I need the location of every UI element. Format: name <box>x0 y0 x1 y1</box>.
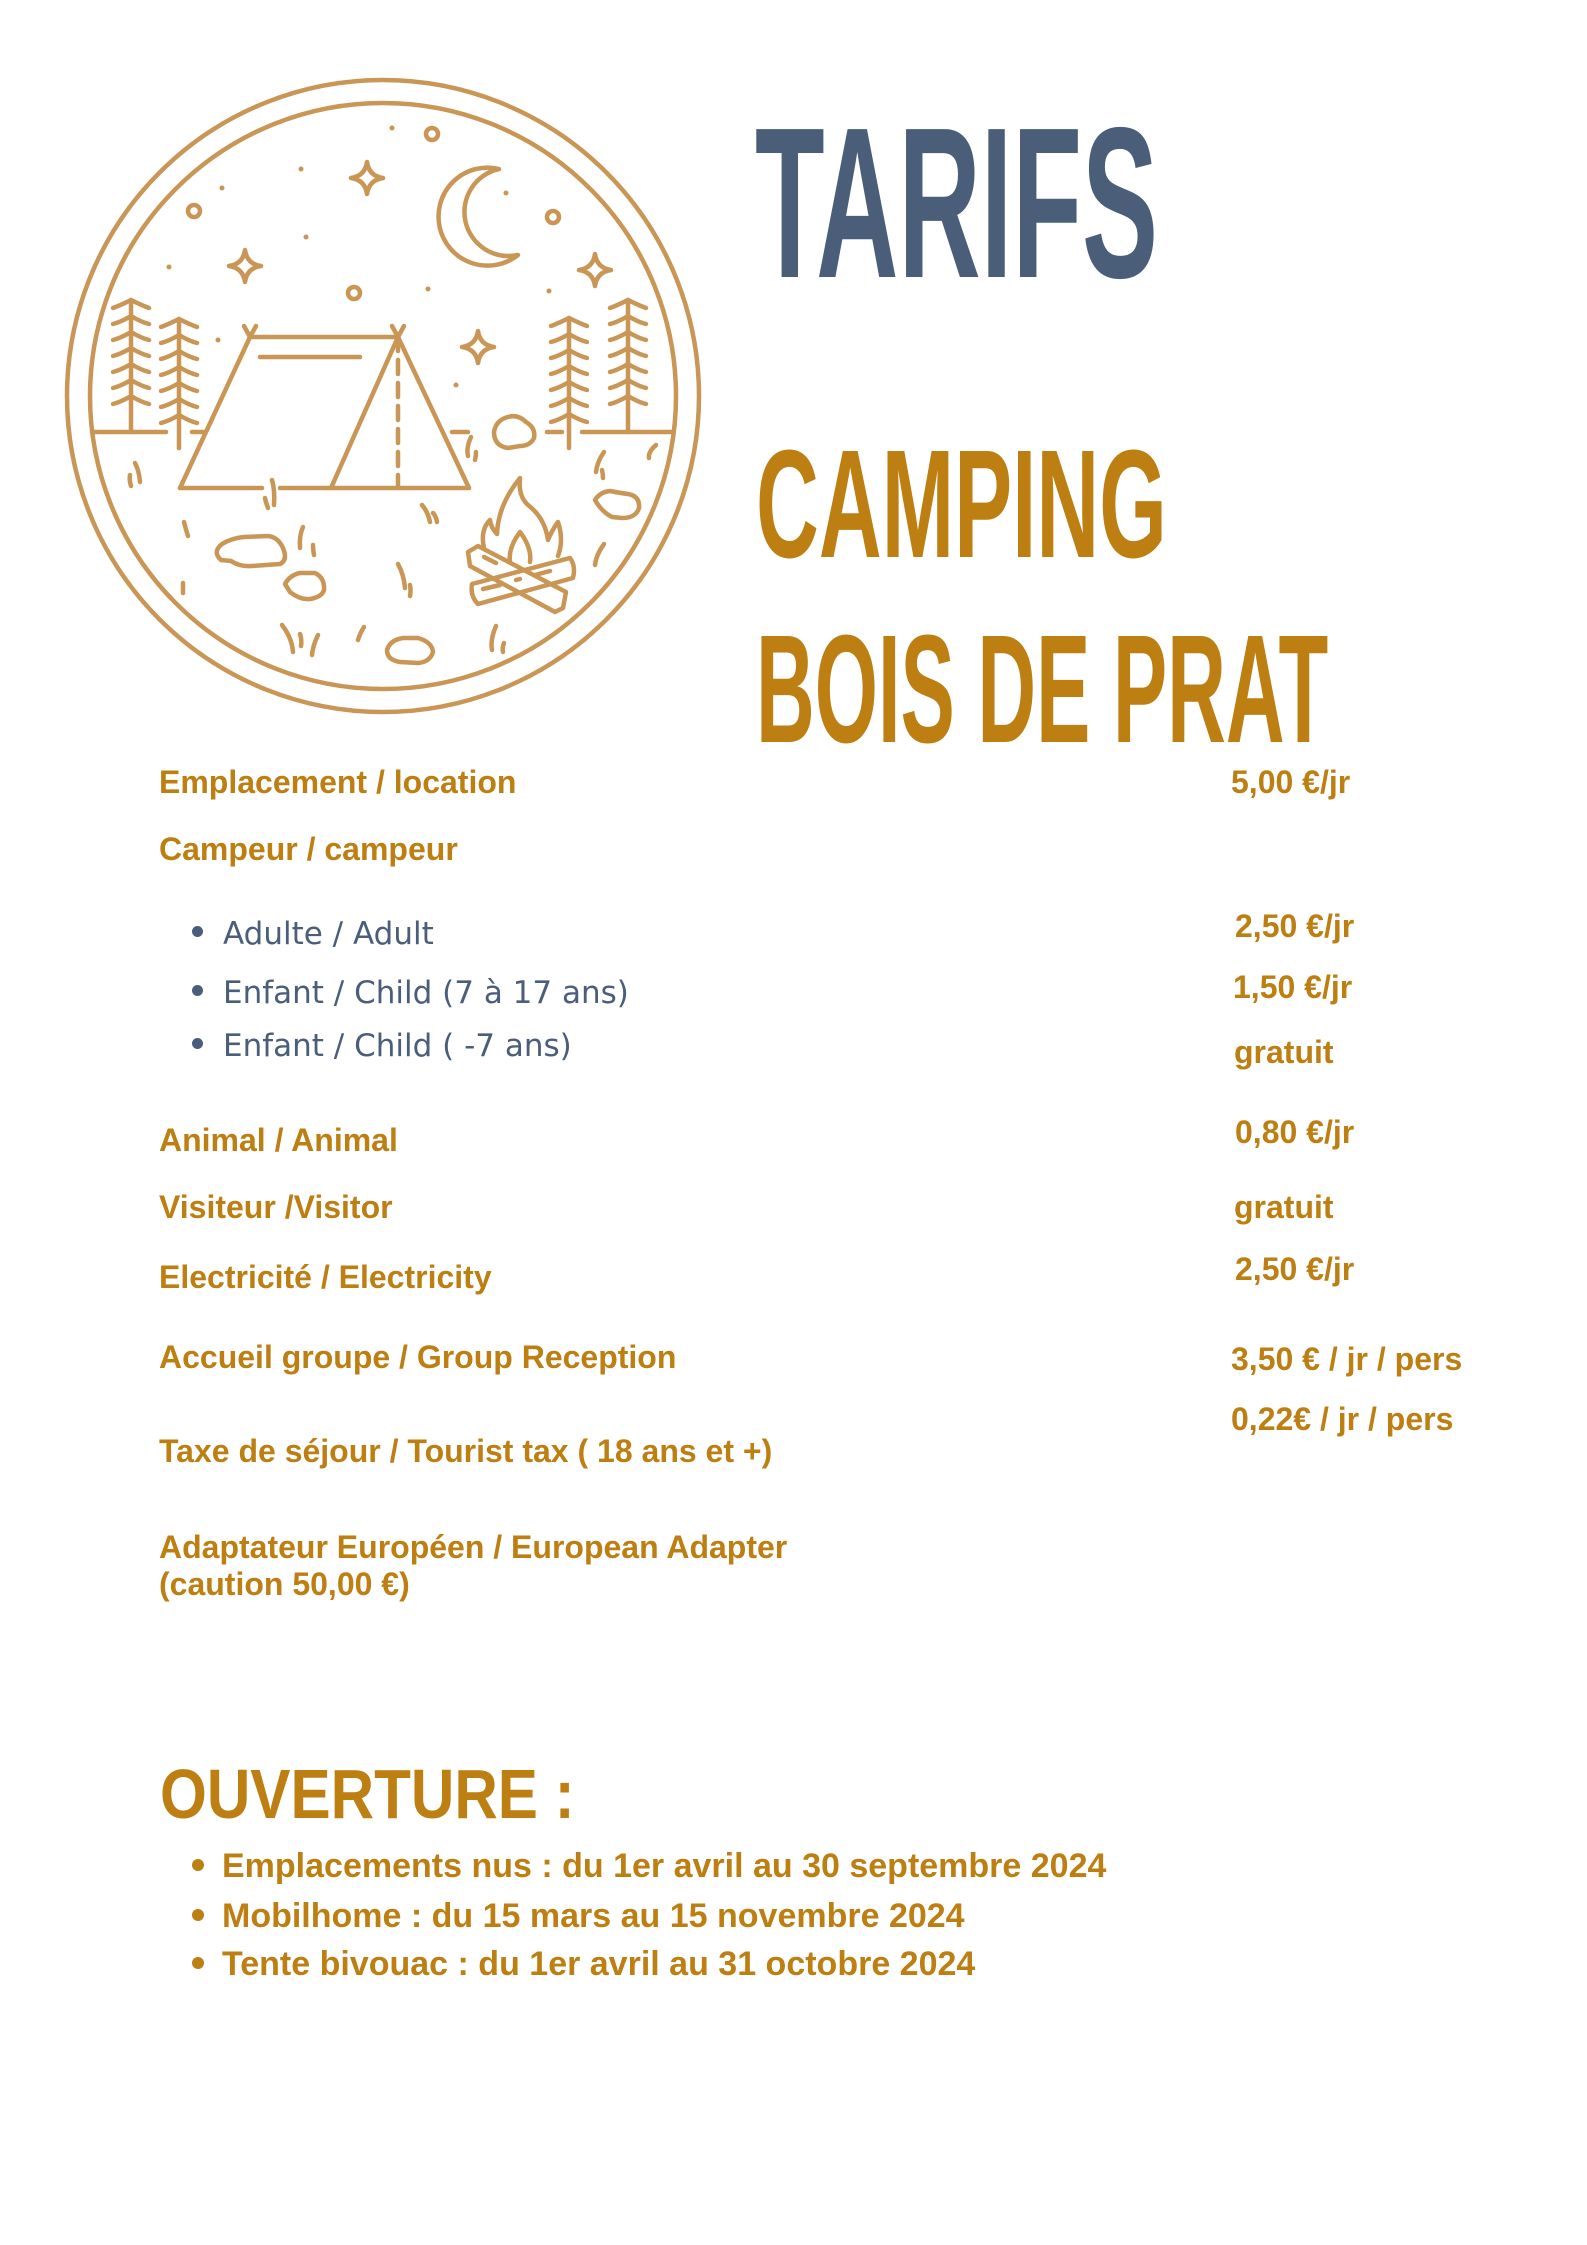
campeur-item-price: gratuit <box>1234 1034 1334 1070</box>
row-label-electricite: Electricité / Electricity <box>159 1259 492 1295</box>
campsite-logo <box>0 0 760 780</box>
pine-tree-icon <box>610 300 646 432</box>
row-label-taxe-sejour: Taxe de séjour / Tourist tax ( 18 ans et +) <box>159 1433 773 1469</box>
row-label-animal: Animal / Animal <box>159 1122 398 1158</box>
campfire-icon <box>468 478 574 612</box>
pine-tree-icon <box>113 300 149 432</box>
row-price-taxe-sejour: 0,22€ / jr / pers <box>1231 1401 1454 1437</box>
row-price-visiteur: gratuit <box>1234 1189 1334 1225</box>
row-label-emplacement: Emplacement / location <box>159 764 517 800</box>
tent-icon <box>180 326 469 488</box>
bullet-icon <box>192 1909 204 1921</box>
row-price-emplacement: 5,00 €/jr <box>1231 764 1351 800</box>
bullet-icon <box>192 1859 204 1871</box>
campsite-name-line2: BOIS DE PRAT <box>756 603 1329 775</box>
campeur-item-price: 2,50 €/jr <box>1235 908 1355 944</box>
row-label-adaptateur: Adaptateur Européen / European Adapter <box>159 1529 788 1565</box>
pine-tree-icon <box>551 318 587 448</box>
campeur-item-label: Enfant / Child ( -7 ans) <box>223 1028 572 1064</box>
row-price-animal: 0,80 €/jr <box>1235 1114 1355 1150</box>
opening-item: Mobilhome : du 15 mars au 15 novembre 2024 <box>222 1897 965 1935</box>
outer-ring <box>67 80 699 712</box>
star-icon <box>229 162 611 363</box>
campsite-name-line1: CAMPING <box>756 418 1167 590</box>
row-label-accueil-groupe: Accueil groupe / Group Reception <box>159 1339 677 1375</box>
page-title: TARIFS <box>755 82 1158 323</box>
campeur-item-price: 1,50 €/jr <box>1233 969 1353 1005</box>
bullet-icon <box>192 985 203 996</box>
campeur-item-label: Enfant / Child (7 à 17 ans) <box>223 975 629 1011</box>
pine-tree-icon <box>161 319 197 448</box>
row-label-adaptateur-caution: (caution 50,00 €) <box>159 1566 410 1602</box>
bullet-icon <box>192 1957 204 1969</box>
opening-title: OUVERTURE : <box>160 1755 575 1833</box>
moon-icon <box>439 168 518 266</box>
bullet-icon <box>192 926 203 937</box>
row-label-campeur: Campeur / campeur <box>159 831 458 867</box>
opening-item: Tente bivouac : du 1er avril au 31 octobre 2024 <box>222 1945 976 1983</box>
row-price-accueil-groupe: 3,50 € / jr / pers <box>1231 1341 1463 1377</box>
opening-item: Emplacements nus : du 1er avril au 30 septembre 2024 <box>222 1847 1107 1885</box>
row-label-visiteur: Visiteur /Visitor <box>159 1189 393 1225</box>
bullet-icon <box>192 1038 203 1049</box>
grass-tuft-icon <box>130 437 656 655</box>
row-price-electricite: 2,50 €/jr <box>1235 1251 1355 1287</box>
campeur-item-label: Adulte / Adult <box>223 916 434 952</box>
